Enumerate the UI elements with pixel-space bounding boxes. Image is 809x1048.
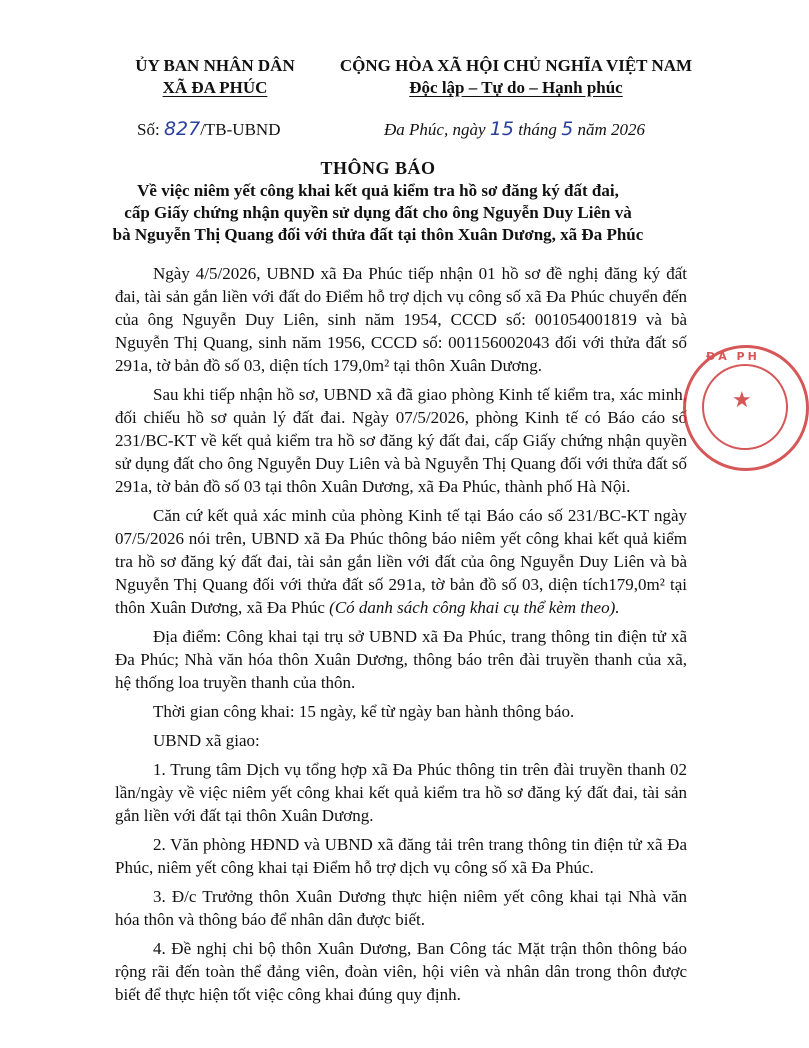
national-motto: Độc lập – Tự do – Hạnh phúc [409,78,623,97]
document-title-block [80,156,676,246]
issuer-header [100,55,330,99]
document-subject-line-2: cấp Giấy chứng nhận quyền sử dụng đất cho ông Nguyễn Duy Liên và [124,203,632,222]
body-paragraph-duration: Thời gian công khai: 15 ngày, kể từ ngày ban hành thông báo. [153,702,575,721]
document-subject-line-3: bà Nguyễn Thị Quang đối với thửa đất tại thôn Xuân Dương, xã Đa Phúc [112,225,644,244]
body-paragraph-location: Địa điểm: Công khai tại trụ sở UBND xã Đa Phúc, trang thông tin điện tử xã Đa Phúc; Nhà văn hóa thôn Xuân Dương, thông báo trên đài truyền thanh của xã, hệ thống loa truyền thanh của thôn. [115,627,687,692]
body-paragraph-1: Ngày 4/5/2026, UBND xã Đa Phúc tiếp nhận 01 hồ sơ đề nghị đăng ký đất đai, tài sản gắn liền với đất do Điểm hỗ trợ dịch vụ công số xã Đa Phúc chuyển đến của ông Nguyễn Duy Liên, sinh năm 1954, CCCD số: 001054001819 và bà Nguyễn Thị Quang, sinh năm 1956, CCCD số: 001156002043 đối với thửa đất số 291a, tờ bản đồ số 03, diện tích 179,0m² tại thôn Xuân Dương. [115,264,687,375]
body-paragraph-2: Sau khi tiếp nhận hồ sơ, UBND xã đã giao phòng Kinh tế kiểm tra, xác minh, đối chiếu hồ sơ quản lý đất đai. Ngày 07/5/2026, phòng Kinh tế có Báo cáo số 231/BC-KT về kết quả kiểm tra hồ sơ đăng ký đất đai, cấp Giấy chứng nhận quyền sử dụng đất cho ông Nguyễn Duy Liên và bà Nguyễn Thị Quang đối với thửa đất số 291a, tờ bản đồ số 03 tại thôn Xuân Dương, xã Đa Phúc, thành phố Hà Nội. [115,385,687,496]
document-number-prefix: Số: [137,120,164,139]
body-paragraph-3-main: Căn cứ kết quả xác minh của phòng Kinh tế tại Báo cáo số 231/BC-KT ngày 07/5/2026 nói trên, UBND xã Đa Phúc thông báo niêm yết công khai kết quả kiểm tra hồ sơ đăng ký đất đai, tài sản gắn liền với đất của ông Nguyễn Duy Liên và bà Nguyễn Thị Quang đối với thửa đất số 291a, tờ bản đồ số 03, diện tích179,0m² tại thôn Xuân Dương, xã Đa Phúc [115,506,687,617]
body-paragraph-3-note: (Có danh sách công khai cụ thể kèm theo). [329,598,620,617]
document-number [137,118,280,141]
issuer-line-2: XÃ ĐA PHÚC [162,78,268,97]
body-item-2: 2. Văn phòng HĐND và UBND xã đăng tải trên trang thông tin điện tử xã Đa Phúc, niêm yết công khai tại Điểm hỗ trợ dịch vụ công số xã Đa Phúc. [115,835,687,877]
body-paragraph-3 [115,504,687,619]
body-item-1: 1. Trung tâm Dịch vụ tổng hợp xã Đa Phúc thông tin trên đài truyền thanh 02 lần/ngày về việc niêm yết công khai kết quả kiểm tra hồ sơ đăng ký đất đai, tài sản gắn liền với đất tại thôn Xuân Dương. [115,760,687,825]
national-header [330,55,702,99]
document-subject-line-1: Về việc niêm yết công khai kết quả kiểm tra hồ sơ đăng ký đất đai, [137,181,619,200]
date-day-handwritten: 15 [489,118,514,140]
date-month-handwritten: 5 [561,118,574,140]
national-title: CỘNG HÒA XÃ HỘI CHỦ NGHĨA VIỆT NAM [339,56,693,75]
place-date-prefix: Đa Phúc, ngày [384,120,490,139]
body-paragraph-assignment: UBND xã giao: [153,731,260,750]
official-seal [683,345,809,471]
issuer-line-1: ỦY BAN NHÂN DÂN [135,56,295,75]
document-body [115,262,687,1012]
document-number-suffix: /TB-UBND [200,120,281,139]
document-title: THÔNG BÁO [320,158,436,178]
date-month-prefix: tháng [513,120,562,139]
place-and-date [384,118,645,141]
body-item-3: 3. Đ/c Trưởng thôn Xuân Dương thực hiện niêm yết công khai tại Nhà văn hóa thôn và thông báo để nhân dân được biết. [115,887,687,929]
date-year: năm 2026 [573,120,646,139]
seal-star-icon: ★ [732,388,752,413]
seal-text: ĐA PH [706,350,760,363]
document-number-handwritten: 827 [163,118,201,140]
body-item-4: 4. Đề nghị chi bộ thôn Xuân Dương, Ban Công tác Mặt trận thôn thông báo rộng rãi đến toàn thể đảng viên, đoàn viên, hội viên và nhân dân trong thôn được biết để thực hiện tốt việc công khai đúng quy định. [115,939,687,1004]
